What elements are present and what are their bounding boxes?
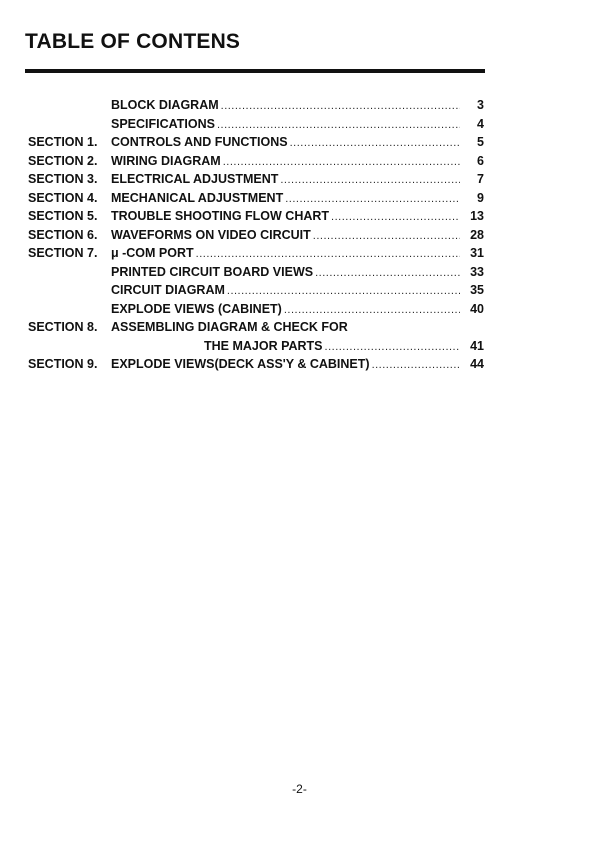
dot-leader: [290, 134, 460, 153]
dot-leader: [313, 227, 460, 246]
table-of-contents: [28, 96, 484, 374]
dot-leader: [315, 264, 460, 283]
toc-entry: [111, 318, 484, 337]
toc-section-number: SECTION 7.: [28, 246, 98, 260]
toc-page-number: 35: [470, 283, 484, 297]
toc-page-number: 31: [470, 246, 484, 260]
toc-page-number: 4: [477, 116, 484, 131]
toc-entry: [111, 281, 484, 301]
dot-leader: [280, 171, 460, 190]
toc-page-number: 13: [470, 209, 484, 223]
toc-page-number: 40: [470, 301, 484, 316]
toc-section-number: SECTION 3.: [28, 172, 98, 186]
toc-row: [28, 170, 484, 189]
toc-entry: [111, 355, 484, 375]
toc-section-number: SECTION 2.: [28, 153, 98, 168]
toc-page-number: 5: [477, 135, 484, 149]
toc-row: [28, 189, 484, 208]
toc-entry: [111, 226, 484, 246]
toc-entry-label: ELECTRICAL ADJUSTMENT: [111, 172, 279, 186]
toc-page-number: 9: [477, 190, 484, 205]
toc-page-number: 41: [470, 338, 484, 353]
toc-entry-label: CIRCUIT DIAGRAM: [111, 283, 225, 297]
toc-entry-label: MECHANICAL ADJUSTMENT: [111, 190, 284, 205]
toc-page-number: 7: [477, 172, 484, 186]
title-divider: [25, 69, 485, 73]
toc-row: [28, 244, 484, 263]
dot-leader: [284, 301, 460, 320]
toc-entry: [111, 263, 484, 283]
toc-row: [28, 115, 484, 134]
toc-entry-label: EXPLODE VIEWS (CABINET): [111, 301, 282, 316]
toc-section-number: SECTION 6.: [28, 227, 98, 242]
toc-row: [28, 152, 484, 171]
toc-entry-label: ASSEMBLING DIAGRAM & CHECK FOR: [111, 320, 348, 334]
dot-leader: [372, 356, 460, 375]
dot-leader: [217, 116, 460, 135]
toc-entry-label: BLOCK DIAGRAM: [111, 98, 219, 112]
toc-row: [28, 226, 484, 245]
page-number: -2-: [292, 782, 307, 796]
toc-entry-label: THE MAJOR PARTS: [204, 338, 323, 353]
dot-leader: [223, 153, 460, 172]
document-title: TABLE OF CONTENS: [25, 30, 241, 53]
toc-entry: [111, 152, 484, 172]
dot-leader: [227, 282, 460, 301]
toc-row: [28, 281, 484, 300]
toc-entry-label: CONTROLS AND FUNCTIONS: [111, 135, 288, 149]
toc-entry: [111, 133, 484, 153]
toc-entry-label: TROUBLE SHOOTING FLOW CHART: [111, 209, 330, 223]
toc-entry: [111, 189, 484, 209]
toc-row: [28, 96, 484, 115]
toc-entry: [111, 300, 484, 320]
toc-entry: [111, 170, 484, 190]
toc-entry-label: μ -COM PORT: [111, 246, 194, 260]
toc-entry-label: WIRING DIAGRAM: [111, 153, 221, 168]
dot-leader: [325, 338, 460, 357]
toc-entry: [204, 337, 484, 357]
dot-leader: [285, 190, 460, 209]
dot-leader: [331, 208, 460, 227]
toc-entry: [111, 96, 484, 116]
toc-entry-label: SPECIFICATIONS: [111, 116, 215, 131]
toc-entry-label: PRINTED CIRCUIT BOARD VIEWS: [111, 264, 314, 279]
toc-section-number: SECTION 1.: [28, 135, 98, 149]
toc-row: [28, 133, 484, 152]
toc-section-number: SECTION 5.: [28, 209, 98, 223]
toc-row: [28, 355, 484, 374]
toc-page-number: 33: [470, 264, 484, 279]
toc-entry: [111, 115, 484, 135]
toc-page-number: 3: [477, 98, 484, 112]
toc-page-number: 6: [477, 153, 484, 168]
dot-leader: [221, 97, 460, 116]
toc-page-number: 28: [470, 227, 484, 242]
toc-row: [28, 207, 484, 226]
dot-leader: [196, 245, 460, 264]
toc-entry-label: EXPLODE VIEWS(DECK ASS'Y & CABINET): [111, 357, 370, 371]
toc-section-number: SECTION 8.: [28, 320, 98, 334]
toc-section-number: SECTION 4.: [28, 190, 98, 205]
toc-row: [28, 337, 484, 356]
toc-entry: [111, 244, 484, 264]
toc-row: [28, 300, 484, 319]
toc-entry: [111, 207, 484, 227]
toc-page-number: 44: [470, 357, 484, 371]
toc-entry-label: WAVEFORMS ON VIDEO CIRCUIT: [111, 227, 311, 242]
toc-row: [28, 263, 484, 282]
toc-row: [28, 318, 484, 337]
toc-section-number: SECTION 9.: [28, 357, 98, 371]
